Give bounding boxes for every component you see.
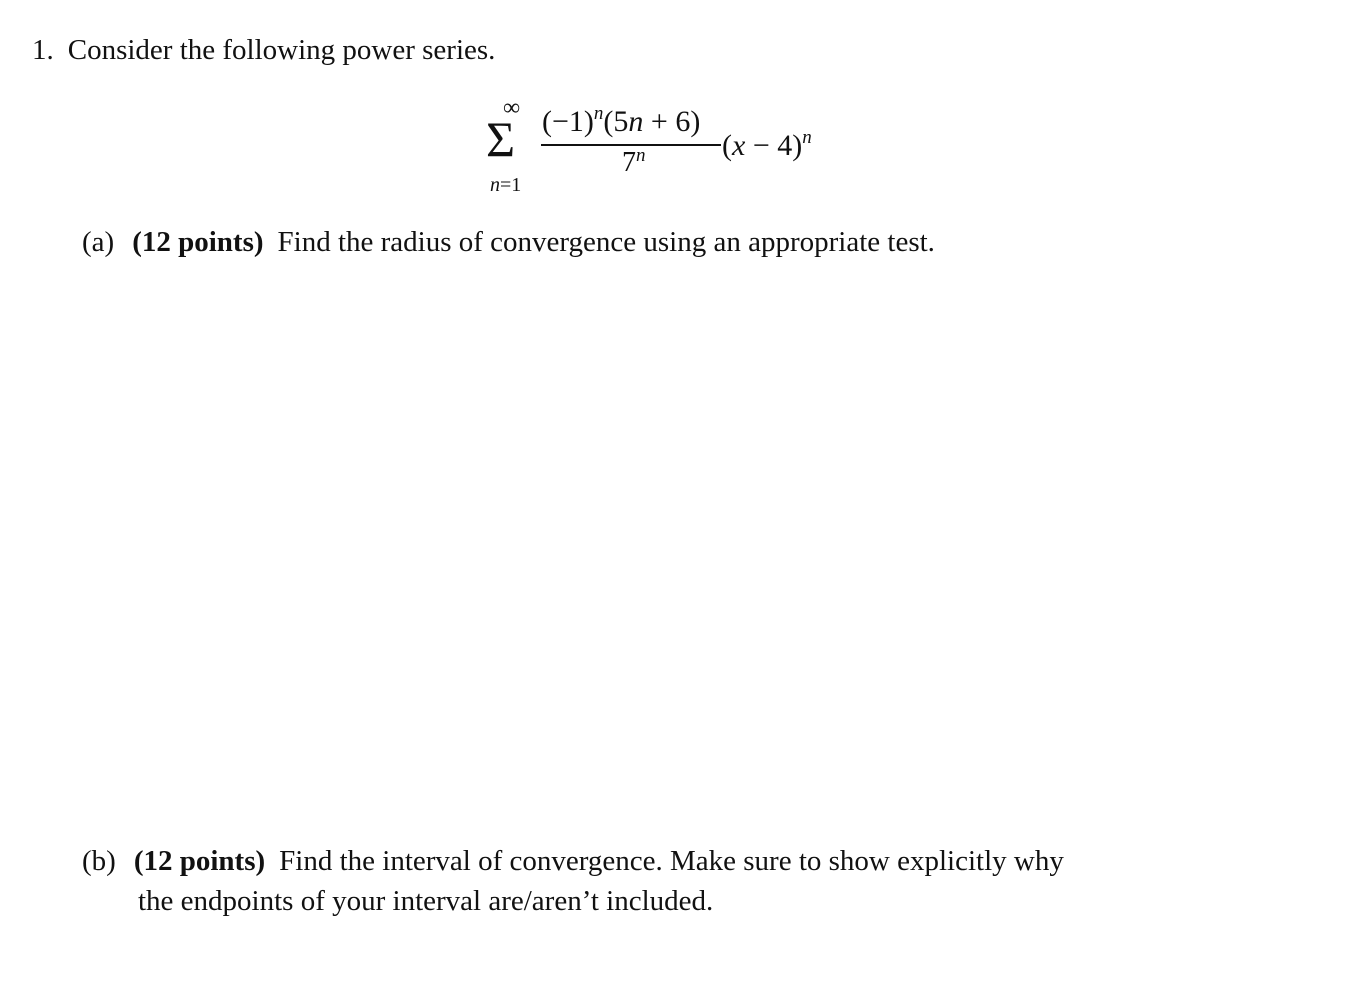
part-a bbox=[82, 222, 935, 262]
part-a-label: (a) bbox=[82, 226, 115, 258]
sum-upper-limit: ∞ bbox=[503, 95, 521, 121]
part-a-text: Find the radius of convergence using an appropriate test. bbox=[277, 226, 935, 258]
fraction-denominator: 7$^n$ bbox=[622, 145, 646, 178]
part-b-text-line2: the endpoints of your interval are/aren’t included. bbox=[138, 885, 714, 917]
part-a-points: (12 points) bbox=[132, 226, 264, 258]
summation-symbol: Σ bbox=[486, 111, 516, 167]
part-b-label: (b) bbox=[82, 845, 116, 877]
sum-lower-limit: n=1 bbox=[490, 174, 522, 196]
problem-text: Consider the following power series. bbox=[67, 34, 496, 66]
series-power-term: $(x - 4)^n$ bbox=[722, 127, 812, 162]
problem-statement bbox=[32, 30, 495, 70]
problem-number: 1. bbox=[32, 34, 54, 66]
part-b-text-line1: Find the interval of convergence. Make sure to show explicitly why bbox=[279, 845, 1064, 877]
part-b-points: (12 points) bbox=[133, 845, 266, 877]
power-series-formula bbox=[486, 95, 886, 200]
part-b bbox=[82, 841, 1064, 917]
fraction-numerator: $(-1)^n(5n + 6)$ bbox=[542, 103, 701, 138]
